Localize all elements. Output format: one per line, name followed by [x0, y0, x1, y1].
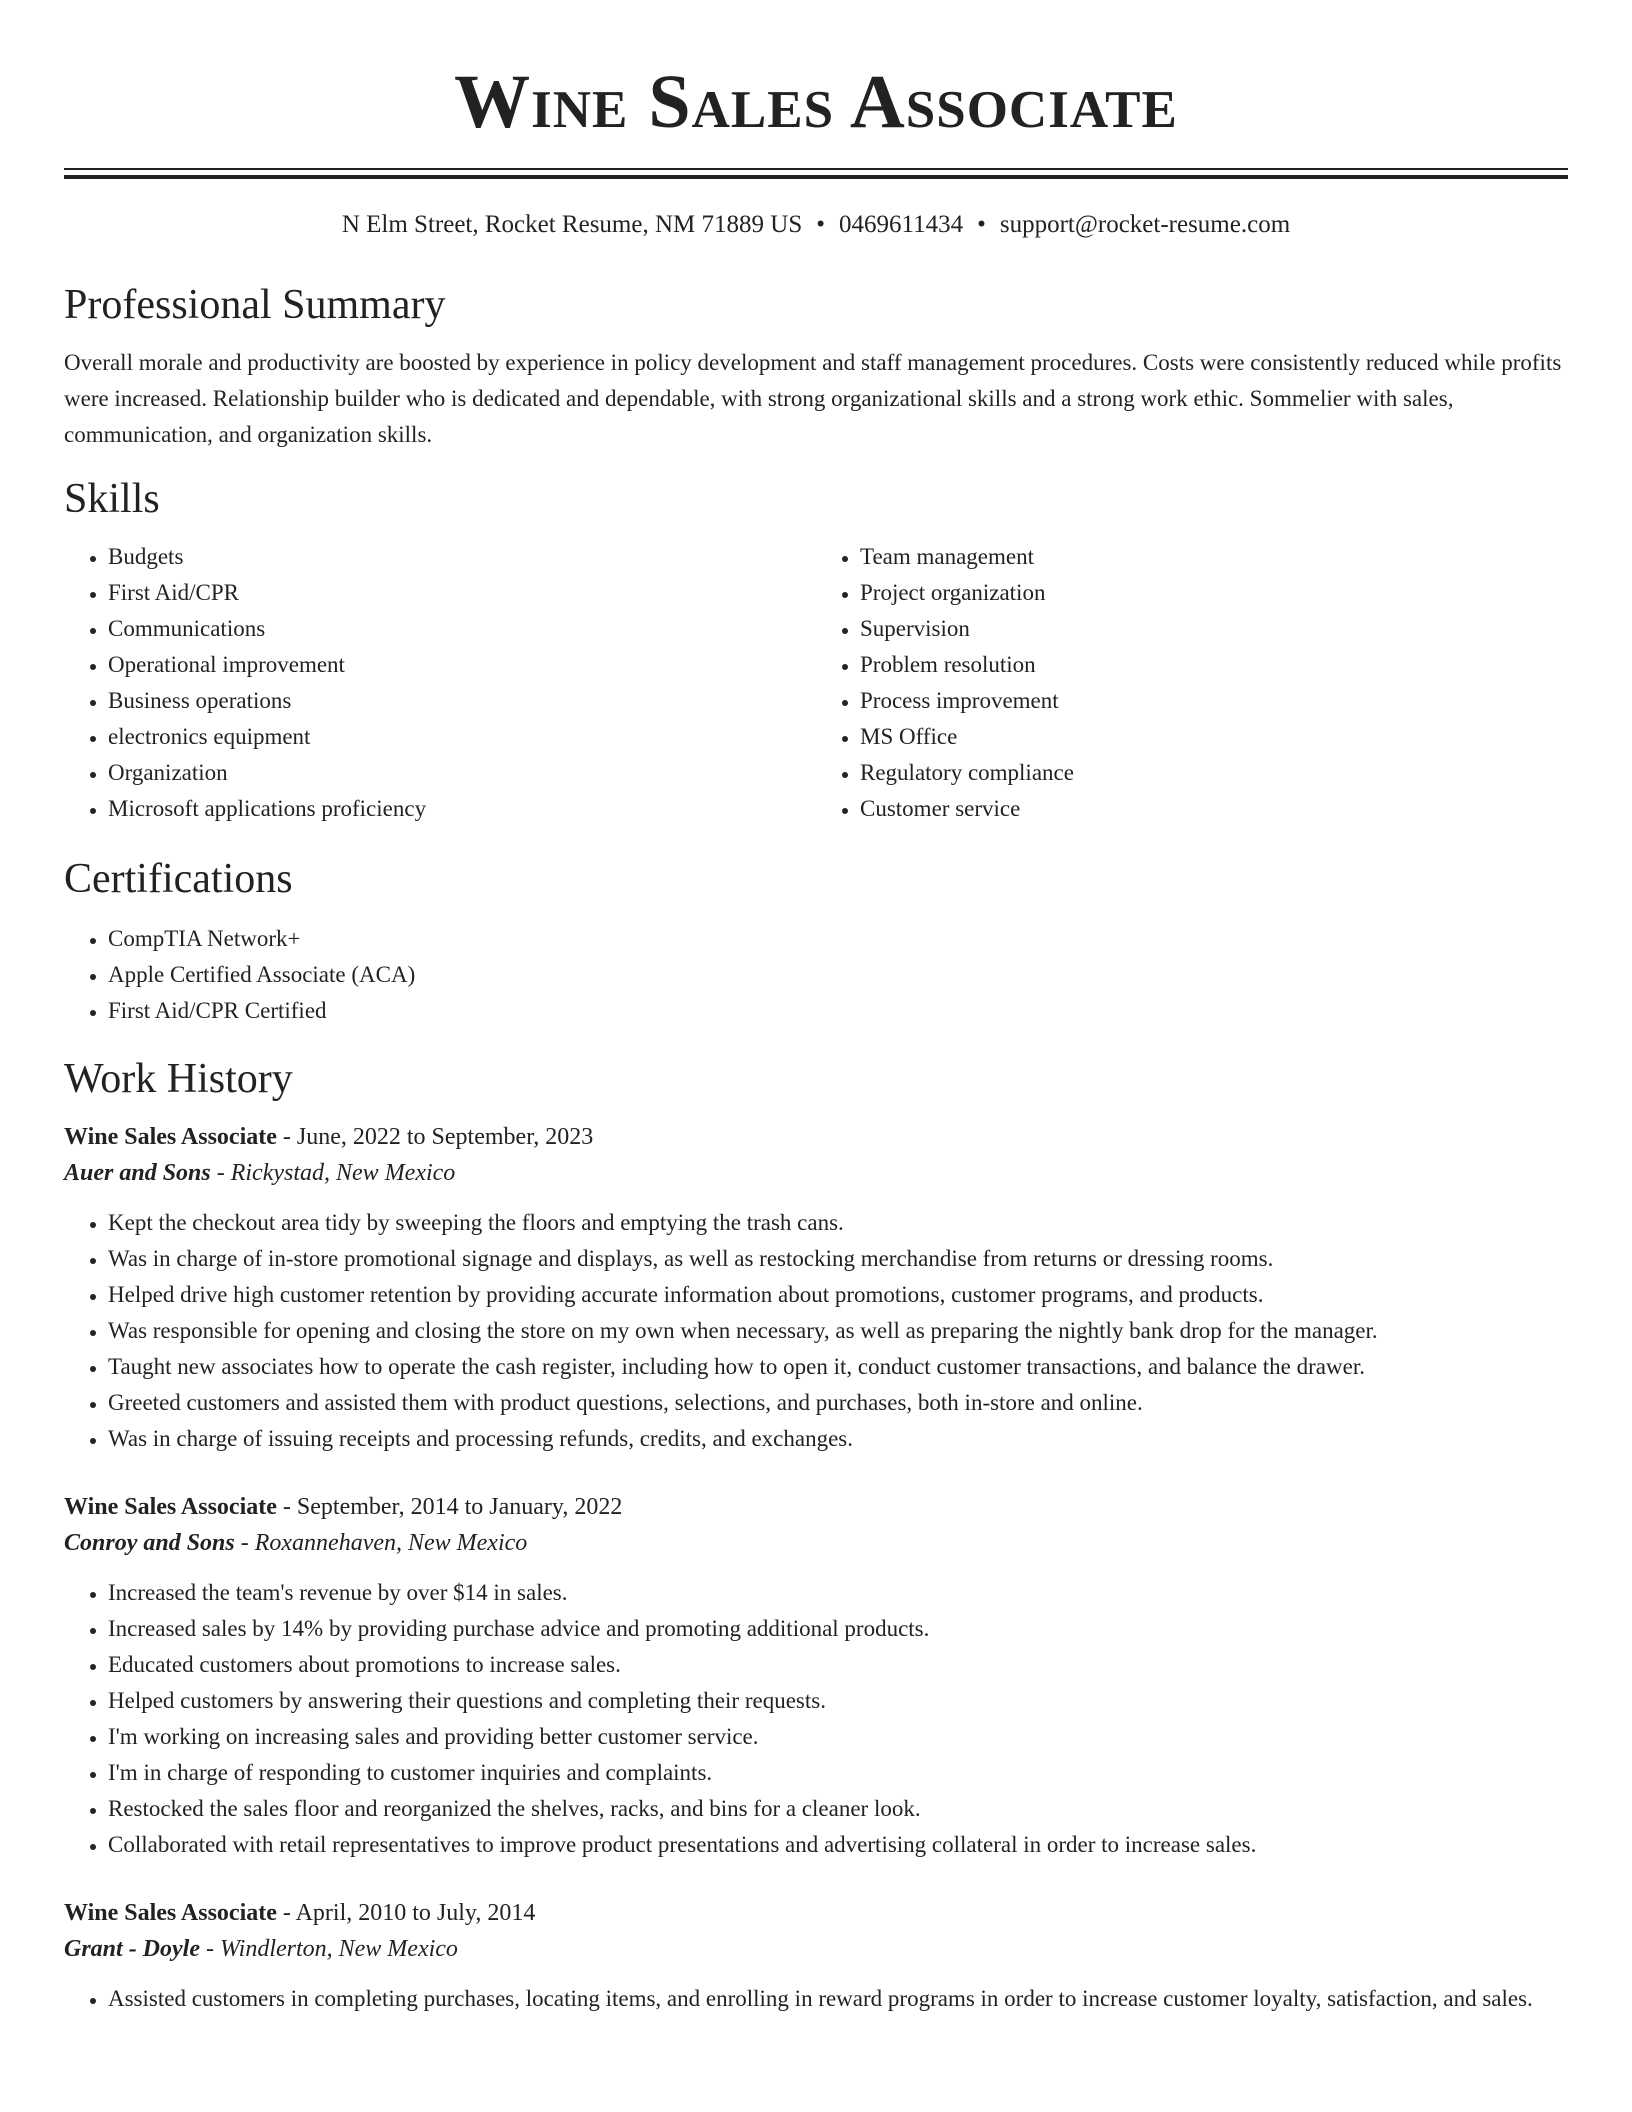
skill-item: • Regulatory compliance [860, 755, 1568, 791]
skill-item: • Project organization [860, 575, 1568, 611]
job-dates: - September, 2014 to January, 2022 [276, 1494, 623, 1520]
certifications-list [64, 921, 1568, 1029]
job-entry [64, 1895, 1568, 2017]
contact-address: N Elm Street, Rocket Resume, NM 71889 US [341, 211, 803, 238]
job-bullet: • Was in charge of issuing receipts and processing refunds, credits, and exchanges. [108, 1421, 1568, 1457]
job-bullet: • Was responsible for opening and closing the store on my own when necessary, as well as preparing the nightly bank drop for the manager. [108, 1313, 1568, 1349]
contact-separator: • [977, 211, 986, 238]
skill-item: • Organization [108, 755, 816, 791]
job-company-line [64, 1525, 1568, 1561]
contact-line [64, 209, 1568, 241]
skill-item: • electronics equipment [108, 719, 816, 755]
work-history-heading: Work History [64, 1056, 293, 1102]
job-bullet: • Increased sales by 14% by providing purchase advice and promoting additional products. [108, 1611, 1568, 1647]
job-bullet: • I'm working on increasing sales and providing better customer service. [108, 1719, 1568, 1755]
job-bullet: • Kept the checkout area tidy by sweeping the floors and emptying the trash cans. [108, 1205, 1568, 1241]
certification-item: • CompTIA Network+ [108, 921, 1568, 957]
job-company: Auer and Sons [64, 1160, 211, 1186]
job-bullet: • Greeted customers and assisted them with product questions, selections, and purchases, both in-store and online. [108, 1385, 1568, 1421]
skill-item: • MS Office [860, 719, 1568, 755]
summary-text: Overall morale and productivity are boosted by experience in policy development and staff management procedures. Costs were consistently reduced while profits were increased. Relationship builder who is dedicated and dependable, with strong organizational skills and a strong work ethic. Sommelier with sales, communication, and organization skills. [64, 350, 1562, 447]
job-location: - Roxannehaven, New Mexico [234, 1530, 528, 1556]
job-title: Wine Sales Associate [64, 1124, 277, 1150]
job-title: Wine Sales Associate [64, 1494, 277, 1520]
job-bullet: • Taught new associates how to operate the cash register, including how to open it, conduct customer transactions, and balance the drawer. [108, 1349, 1568, 1385]
job-entry [64, 1119, 1568, 1457]
job-location: - Rickystad, New Mexico [210, 1160, 456, 1186]
skills-columns [64, 539, 1568, 827]
job-dates: - April, 2010 to July, 2014 [276, 1900, 536, 1926]
skill-item: • Customer service [860, 791, 1568, 827]
skill-item: • Operational improvement [108, 647, 816, 683]
job-bullets [64, 1981, 1568, 2017]
job-location: - Windlerton, New Mexico [199, 1936, 458, 1962]
job-title-line [64, 1895, 1568, 1931]
certification-item: • First Aid/CPR Certified [108, 993, 1568, 1029]
job-title: Wine Sales Associate [64, 1900, 277, 1926]
job-bullet: • Assisted customers in completing purchases, locating items, and enrolling in reward programs in order to increase customer loyalty, satisfaction, and sales. [108, 1981, 1568, 2017]
skill-item: • First Aid/CPR [108, 575, 816, 611]
page-title: Wine Sales Associate [454, 60, 1178, 144]
certification-item: • Apple Certified Associate (ACA) [108, 957, 1568, 993]
contact-separator: • [816, 211, 825, 238]
job-company: Grant - Doyle [64, 1936, 200, 1962]
job-bullets [64, 1205, 1568, 1457]
job-bullet: • Restocked the sales floor and reorganized the shelves, racks, and bins for a cleaner look. [108, 1791, 1568, 1827]
job-bullet: • Was in charge of in-store promotional signage and displays, as well as restocking merchandise from returns or dressing rooms. [108, 1241, 1568, 1277]
skill-item: • Supervision [860, 611, 1568, 647]
skills-list-right [816, 539, 1568, 827]
skill-item: • Process improvement [860, 683, 1568, 719]
contact-email: support@rocket-resume.com [999, 211, 1291, 238]
skill-item: • Budgets [108, 539, 816, 575]
job-bullet: • Educated customers about promotions to increase sales. [108, 1647, 1568, 1683]
skill-item: • Business operations [108, 683, 816, 719]
job-bullets [64, 1575, 1568, 1863]
skills-heading: Skills [64, 476, 160, 522]
title-divider [64, 168, 1568, 179]
job-company-line [64, 1155, 1568, 1191]
skill-item: • Problem resolution [860, 647, 1568, 683]
contact-phone: 0469611434 [839, 211, 964, 238]
job-bullet: • Helped customers by answering their questions and completing their requests. [108, 1683, 1568, 1719]
job-dates: - June, 2022 to September, 2023 [276, 1124, 594, 1150]
summary-heading: Professional Summary [64, 282, 446, 328]
job-company-line [64, 1931, 1568, 1967]
job-title-line [64, 1119, 1568, 1155]
job-bullet: • I'm in charge of responding to customer inquiries and complaints. [108, 1755, 1568, 1791]
job-entry [64, 1489, 1568, 1863]
certifications-heading: Certifications [64, 856, 293, 902]
skill-item: • Team management [860, 539, 1568, 575]
job-title-line [64, 1489, 1568, 1525]
job-company: Conroy and Sons [64, 1530, 235, 1556]
job-bullet: • Increased the team's revenue by over $14 in sales. [108, 1575, 1568, 1611]
skill-item: • Communications [108, 611, 816, 647]
job-bullet: • Collaborated with retail representatives to improve product presentations and advertising collateral in order to increase sales. [108, 1827, 1568, 1863]
skills-list-left [64, 539, 816, 827]
skill-item: • Microsoft applications proficiency [108, 791, 816, 827]
job-bullet: • Helped drive high customer retention by providing accurate information about promotions, customer programs, and products. [108, 1277, 1568, 1313]
